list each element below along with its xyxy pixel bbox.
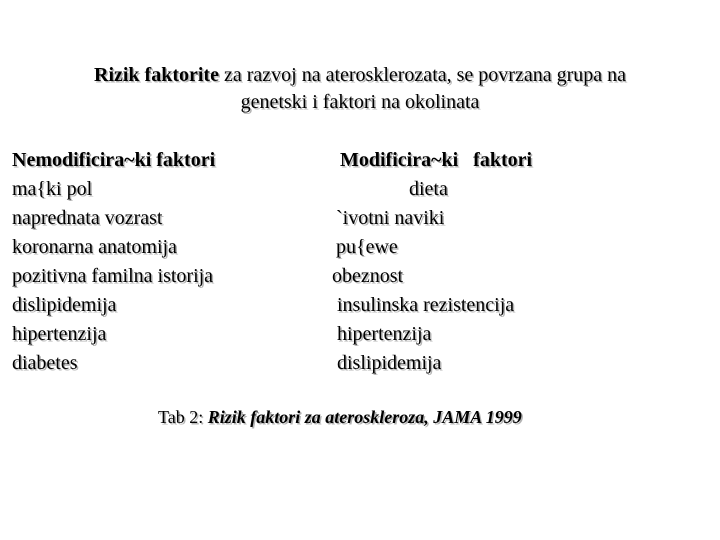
modifiable-header: Modificira~ki faktori [340,149,533,171]
list-item: naprednata vozrast [12,207,163,229]
list-item: pozitivna familna istorija [12,265,214,287]
title-line-2: genetski i faktori na okolinata [240,91,480,113]
title-rest: za razvoj na aterosklerozata, se povrzana grupa na [218,64,626,86]
non-modifiable-factors-column [12,146,215,378]
list-item: hipertenzija [337,323,432,345]
caption-prefix: Tab 2: [158,407,208,427]
title-bold: Rizik faktorite [94,64,219,86]
list-item: diabetes [12,352,78,374]
list-item: insulinska rezistencija [337,294,515,316]
list-item: koronarna anatomija [12,236,177,258]
list-item: dislipidemija [337,352,442,374]
list-item: ma{ki pol [12,178,93,200]
list-item: obeznost [332,265,404,287]
list-item: dieta [409,178,448,200]
caption-reference: Rizik faktori za ateroskleroza, JAMA 1999 [207,407,522,427]
table-caption [158,405,522,429]
non-modifiable-header: Nemodificira~ki faktori [12,149,216,171]
list-item: hipertenzija [12,323,107,345]
slide-title [20,62,700,116]
list-item: `ivotni naviki [336,207,445,229]
list-item: pu{ewe [336,236,398,258]
list-item: dislipidemija [12,294,117,316]
modifiable-factors-column [332,146,532,378]
title-line-1 [20,62,700,89]
